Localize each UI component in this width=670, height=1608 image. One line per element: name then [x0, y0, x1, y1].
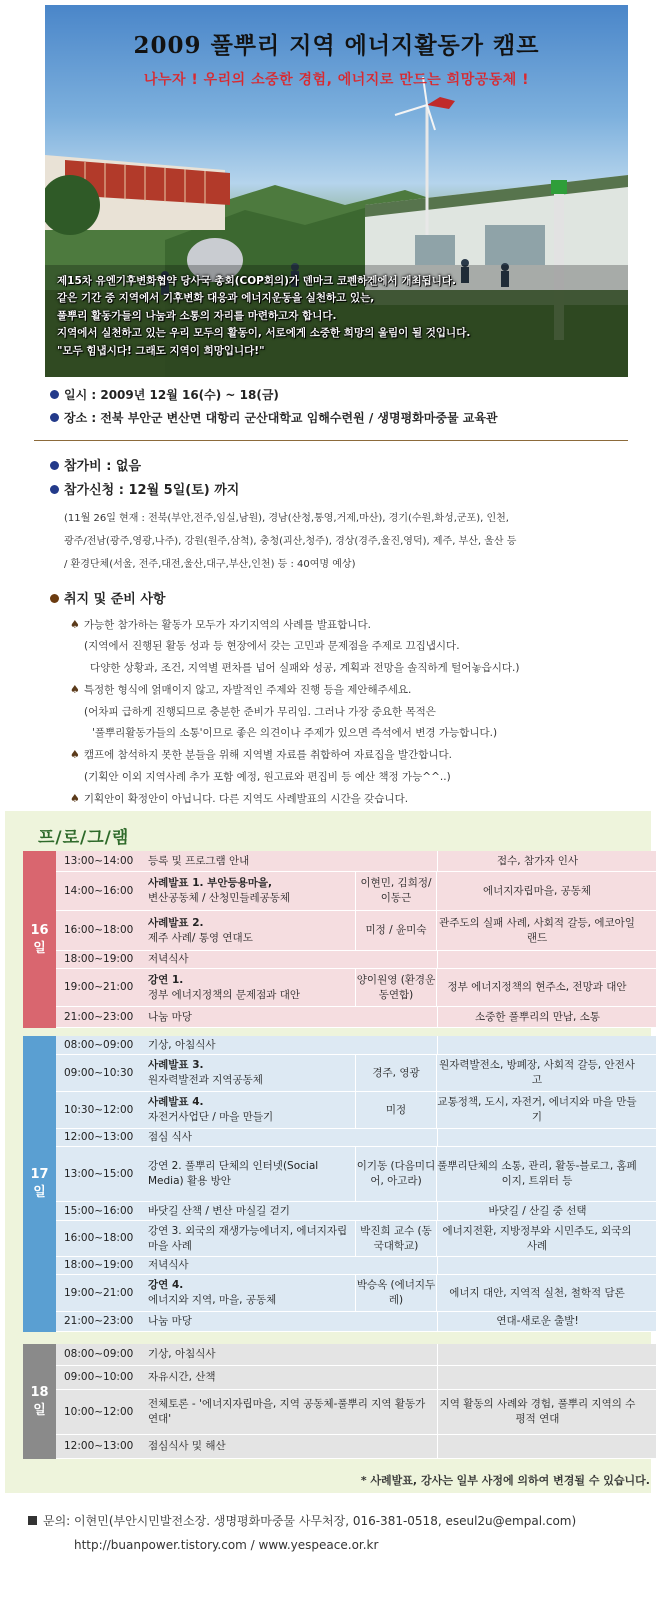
- schedule-time: 08:00~09:00: [64, 1038, 134, 1051]
- schedule-note: 관주도의 실패 사례, 사회적 갈등, 에코아일랜드: [439, 916, 635, 944]
- schedule-speaker: 미정 / 윤미숙: [355, 911, 437, 950]
- purpose-sub: 다양한 상황과, 조건, 지역별 편차를 넘어 실패와 성공, 계획과 전망을 솔직하게 털어놓읍시다.): [90, 661, 520, 674]
- schedule-title-text: 강연 2. 풀뿌리 단체의 인터넷(Social Media) 활용 방안: [148, 1160, 319, 1187]
- schedule-row: [56, 1147, 656, 1202]
- hero-banner: [45, 5, 628, 377]
- schedule-time: 08:00~09:00: [64, 1348, 134, 1360]
- bullet-icon: [50, 413, 59, 422]
- schedule-time: 10:00~12:00: [64, 1405, 134, 1418]
- fee-info: [50, 455, 141, 474]
- program-title: 프/로/그/램: [38, 828, 130, 848]
- schedule-title: [142, 951, 437, 968]
- schedule-note: [437, 1036, 637, 1054]
- schedule-note: 풀뿌리단체의 소통, 관리, 활동-블로그, 홈페이지, 트위터 등: [437, 1160, 637, 1187]
- schedule-desc: 원자력발전과 지역공동체: [148, 1074, 263, 1086]
- schedule-title-text: 자유시간, 산책: [148, 1371, 216, 1383]
- camp-slogan: 나누자 ! 우리의 소중한 경험, 에너지로 만드는 희망공동체 !: [143, 72, 530, 88]
- schedule-desc: 에너지와 지역, 마을, 공동체: [148, 1294, 277, 1306]
- schedule-title-text: 강연 1.: [148, 973, 184, 986]
- schedule-row: [56, 969, 656, 1007]
- schedule-title-text: 점심 식사: [148, 1131, 192, 1143]
- schedule-title-text: 저녁식사: [148, 1259, 189, 1271]
- schedule-speaker: 경주, 영광: [355, 1055, 437, 1091]
- schedule-time: 18:00~19:00: [64, 1259, 134, 1271]
- message-line: 지역에서 실천하고 있는 우리 모두의 활동이, 서로에게 소중한 희망의 울림이 될 것입니다.: [57, 327, 471, 340]
- schedule-time: 16:00~18:00: [64, 924, 134, 936]
- purpose-sub: (기획안 이외 지역사례 추가 포함 예정, 원고료와 편집비 등 예산 책정 가능^^..): [84, 770, 451, 783]
- purpose-item-text: 캠프에 참석하지 못한 분들을 위해 지역별 자료를 취합하여 자료집을 발간합니다.: [83, 749, 452, 762]
- note-line: / 환경단체(서울, 전주,대전,울산,대구,부산,인천) 등 : 40여명 예상): [64, 559, 356, 570]
- schedule-title: [142, 1202, 437, 1220]
- schedule-row: [56, 872, 656, 911]
- purpose-sub: (지역에서 진행된 활동 성과 등 현장에서 갖는 고민과 문제점을 주제로 끄집냅시다.: [84, 640, 460, 653]
- contact-text: 문의: 이현민(부안시민발전소장. 생명평화마중물 사무처장, 016-381-0518, eseul2u@empal.com): [43, 1514, 577, 1528]
- schedule-title-text: 점심식사 및 해산: [148, 1440, 226, 1452]
- schedule-title-text: 사례발표 3.: [148, 1059, 204, 1071]
- schedule-note: [437, 951, 637, 968]
- day-label: [23, 1036, 56, 1332]
- schedule-row: [56, 1202, 656, 1221]
- schedule-title: [142, 872, 355, 910]
- schedule-title-text: 강연 4.: [148, 1279, 184, 1291]
- schedule-title-text: 저녁식사: [148, 953, 189, 965]
- schedule-title: [142, 911, 355, 950]
- event-place: [50, 409, 498, 426]
- schedule-title: [142, 969, 355, 1006]
- day-label-text: 18 일: [30, 1384, 49, 1418]
- schedule-desc: 제주 사례/ 통영 연대도: [148, 931, 253, 944]
- apply-text: 참가신청 : 12월 5일(토) 까지: [64, 483, 240, 498]
- schedule-title: [142, 1129, 437, 1146]
- schedule-note: 접수, 참가자 인사: [437, 851, 637, 871]
- purpose-item: [70, 679, 640, 701]
- schedule-row: [56, 1275, 656, 1312]
- schedule-note: 지역 활동의 사례와 경험, 풀뿌리 지역의 수평적 연대: [437, 1390, 637, 1434]
- schedule-title: [142, 1221, 355, 1256]
- bullet-icon: [50, 461, 59, 470]
- schedule-time: 21:00~23:00: [64, 1010, 134, 1023]
- schedule-note: 소중한 풀뿌리의 만남, 소통: [437, 1007, 637, 1027]
- section-divider: [34, 440, 628, 441]
- schedule-title-text: 전체토론 - '에너지자립마을, 지역 공동체-풀뿌리 지역 활동가 연대': [148, 1398, 426, 1425]
- schedule-time: 15:00~16:00: [64, 1204, 134, 1217]
- schedule-title: [142, 1036, 437, 1054]
- schedule-time: 12:00~13:00: [64, 1440, 134, 1452]
- schedule-speaker: 미정: [355, 1092, 437, 1128]
- schedule-title: [142, 1366, 437, 1389]
- purpose-sub: '풀뿌리활동가들의 소통'이므로 좋은 의견이나 주제가 있으면 즉석에서 변경 가능합니다.): [92, 727, 498, 740]
- schedule-desc: 정부 에너지정책의 문제점과 대안: [148, 988, 301, 1001]
- schedule-title: [142, 1312, 437, 1331]
- program-section: [5, 811, 651, 1493]
- schedule-row: [56, 851, 656, 872]
- contact-info: [28, 1512, 576, 1529]
- schedule-row: [56, 1390, 656, 1435]
- schedule-note: [437, 1129, 637, 1146]
- purpose-sub: (어차피 급하게 진행되므로 충분한 준비가 무리임. 그러나 가장 중요한 목적은: [84, 705, 436, 718]
- schedule-note: 원자력발전소, 방폐장, 사회적 갈등, 안전사고: [439, 1059, 635, 1086]
- schedule-row: [56, 951, 656, 969]
- schedule-title: [142, 1275, 355, 1311]
- bullet-icon: [50, 594, 59, 603]
- schedule-title: [142, 1007, 437, 1027]
- schedule-title-text: 기상, 아침식사: [148, 1038, 216, 1051]
- day-schedule: [56, 851, 656, 1028]
- camp-message: [57, 273, 623, 360]
- schedule-time: 13:00~14:00: [64, 854, 134, 867]
- schedule-time: 10:30~12:00: [64, 1103, 134, 1116]
- schedule-note: 바닷길 / 산길 중 선택: [437, 1202, 637, 1220]
- schedule-row: [56, 1257, 656, 1275]
- schedule-row: [56, 1435, 656, 1459]
- event-date-text: 일시 : 2009년 12월 16(수) ~ 18(금): [64, 388, 279, 402]
- schedule-desc: 자전거사업단 / 마을 만들기: [148, 1111, 274, 1123]
- note-line: 광주/전남(광주,영광,나주), 강원(원주,삼척), 충청(괴산,청주), 경상(경주,울진,영덕), 제주, 부산, 울산 등: [64, 536, 517, 547]
- schedule-title-text: 나눔 마당: [148, 1010, 192, 1023]
- schedule-note: [437, 1257, 637, 1274]
- schedule-title: [142, 1055, 355, 1091]
- schedule-title-text: 등록 및 프로그램 안내: [148, 854, 250, 867]
- bullet-icon: [50, 485, 59, 494]
- schedule-speaker: 양이원영 (환경운동연합): [355, 969, 437, 1006]
- schedule-row: [56, 1312, 656, 1332]
- schedule-time: 21:00~23:00: [64, 1315, 134, 1327]
- schedule-row: [56, 1007, 656, 1028]
- spade-icon: ♠: [70, 618, 80, 631]
- schedule-time: 13:00~15:00: [64, 1167, 134, 1180]
- schedule-row: [56, 1221, 656, 1257]
- schedule-title-text: 사례발표 1. 부안등용마을,: [148, 877, 273, 889]
- purpose-heading-text: 취지 및 준비 사항: [64, 592, 166, 607]
- square-bullet-icon: [28, 1516, 37, 1525]
- camp-title: 2009 풀뿌리 지역 에너지활동가 캠프: [133, 32, 540, 59]
- schedule-row: [56, 1129, 656, 1147]
- schedule-note: [437, 1344, 637, 1365]
- message-line: 풀뿌리 활동가들의 나눔과 소통의 자리를 마련하고자 합니다.: [57, 309, 337, 322]
- schedule-title-text: 사례발표 4.: [148, 1096, 204, 1108]
- day-label: [23, 851, 56, 1028]
- schedule-title: [142, 1257, 437, 1274]
- schedule-desc: 변산공동체 / 산청민들레공동체: [148, 892, 291, 904]
- schedule-title: [142, 1147, 355, 1201]
- message-line: 제15차 유엔기후변화협약 당사국 총회(COP회의)가 덴마크 코펜하겐에서 개최됩니다.: [57, 275, 457, 287]
- schedule-time: 09:00~10:30: [64, 1066, 134, 1079]
- schedule-speaker: 이현민, 김희정/ 이동근: [355, 872, 437, 910]
- purpose-item-text: 가능한 참가하는 활동가 모두가 자기지역의 사례를 발표합니다.: [83, 619, 371, 631]
- schedule-time: 19:00~21:00: [64, 981, 134, 993]
- spade-icon: ♠: [70, 748, 80, 762]
- purpose-item-text: 기획안이 확정안이 아닙니다. 다른 지역도 사례발표의 시간을 갖습니다.: [83, 793, 409, 806]
- schedule-note: [437, 1435, 637, 1458]
- day-schedule: [56, 1344, 656, 1459]
- schedule-title-text: 바닷길 산책 / 변산 마실길 걷기: [148, 1204, 290, 1217]
- schedule-title-text: 강연 3. 외국의 재생가능에너지, 에너지자립마을 사례: [148, 1224, 348, 1252]
- schedule-note: [437, 1366, 637, 1389]
- change-notice: * 사례발표, 강사는 일부 사정에 의하여 변경될 수 있습니다.: [360, 1474, 650, 1487]
- event-place-text: 장소 : 전북 부안군 변산면 대항리 군산대학교 임해수련원 / 생명평화마중물 교육관: [64, 411, 498, 425]
- event-date: [50, 386, 279, 403]
- apply-info: [50, 479, 239, 498]
- schedule-row: [56, 1036, 656, 1055]
- schedule-speaker: 박진희 교수 (동국대학교): [355, 1221, 437, 1256]
- schedule-row: [56, 911, 656, 951]
- schedule-title-text: 사례발표 2.: [148, 916, 204, 929]
- schedule-title-text: 기상, 아침식사: [148, 1348, 216, 1360]
- fee-text: 참가비 : 없음: [64, 459, 142, 474]
- schedule-speaker: 박승옥 (에너지두레): [355, 1275, 437, 1311]
- spade-icon: ♠: [70, 792, 80, 806]
- schedule-time: 09:00~10:00: [64, 1371, 134, 1383]
- website-links[interactable]: http://buanpower.tistory.com / www.yespeace.or.kr: [74, 1538, 379, 1552]
- schedule-note: 교통정책, 도시, 자전거, 에너지와 마을 만들기: [437, 1096, 637, 1123]
- purpose-heading: [50, 588, 165, 607]
- day-schedule: [56, 1036, 656, 1332]
- day-label: [23, 1344, 56, 1459]
- message-line: 같은 기간 중 지역에서 기후변화 대응과 에너지운동을 실천하고 있는,: [57, 292, 375, 305]
- day-label-text: 17 일: [30, 1167, 49, 1200]
- schedule-title-text: 나눔 마당: [148, 1315, 192, 1327]
- purpose-item-text: 특정한 형식에 얽매이지 않고, 자발적인 주제와 진행 등을 제안해주세요.: [83, 684, 412, 697]
- participant-note: [64, 507, 634, 576]
- schedule-row: [56, 1092, 656, 1129]
- schedule-time: 19:00~21:00: [64, 1286, 134, 1299]
- schedule-note: 에너지자립마을, 공동체: [482, 884, 592, 897]
- schedule-title: [142, 1390, 437, 1434]
- schedule-row: [56, 1055, 656, 1092]
- schedule-title: [142, 851, 437, 871]
- schedule-row: [56, 1366, 656, 1390]
- spade-icon: ♠: [70, 683, 80, 697]
- schedule-title: [142, 1092, 355, 1128]
- schedule-note: 에너지 대안, 지역적 실천, 철학적 담론: [449, 1286, 625, 1299]
- note-line: (11월 26일 현재 : 전북(부안,전주,임실,남원), 경남(산청,통영,거제,마산), 경기(수원,화성,군포), 인천,: [64, 513, 509, 524]
- schedule-time: 16:00~18:00: [64, 1232, 134, 1244]
- schedule-title: [142, 1435, 437, 1458]
- message-line: "모두 힘냅시다! 그래도 지역이 희망입니다!": [57, 344, 265, 357]
- purpose-item: [70, 614, 640, 636]
- schedule-note: 연대-새로운 출발!: [437, 1312, 637, 1331]
- purpose-item: [70, 744, 640, 766]
- schedule-title: [142, 1344, 437, 1365]
- day-label-text: 16 일: [30, 922, 49, 956]
- purpose-list: [70, 614, 640, 811]
- purpose-item: [70, 788, 640, 810]
- bullet-icon: [50, 390, 59, 399]
- schedule-time: 12:00~13:00: [64, 1131, 134, 1143]
- schedule-note: 정부 에너지정책의 현주소, 전망과 대안: [447, 981, 627, 993]
- schedule-time: 14:00~16:00: [64, 884, 134, 897]
- schedule-time: 18:00~19:00: [64, 953, 134, 965]
- schedule-note: 에너지전환, 지방정부와 시민주도, 외국의 사례: [442, 1224, 632, 1252]
- schedule-speaker: 이기동 (다음미디어, 아고라): [355, 1147, 437, 1201]
- schedule-row: [56, 1344, 656, 1366]
